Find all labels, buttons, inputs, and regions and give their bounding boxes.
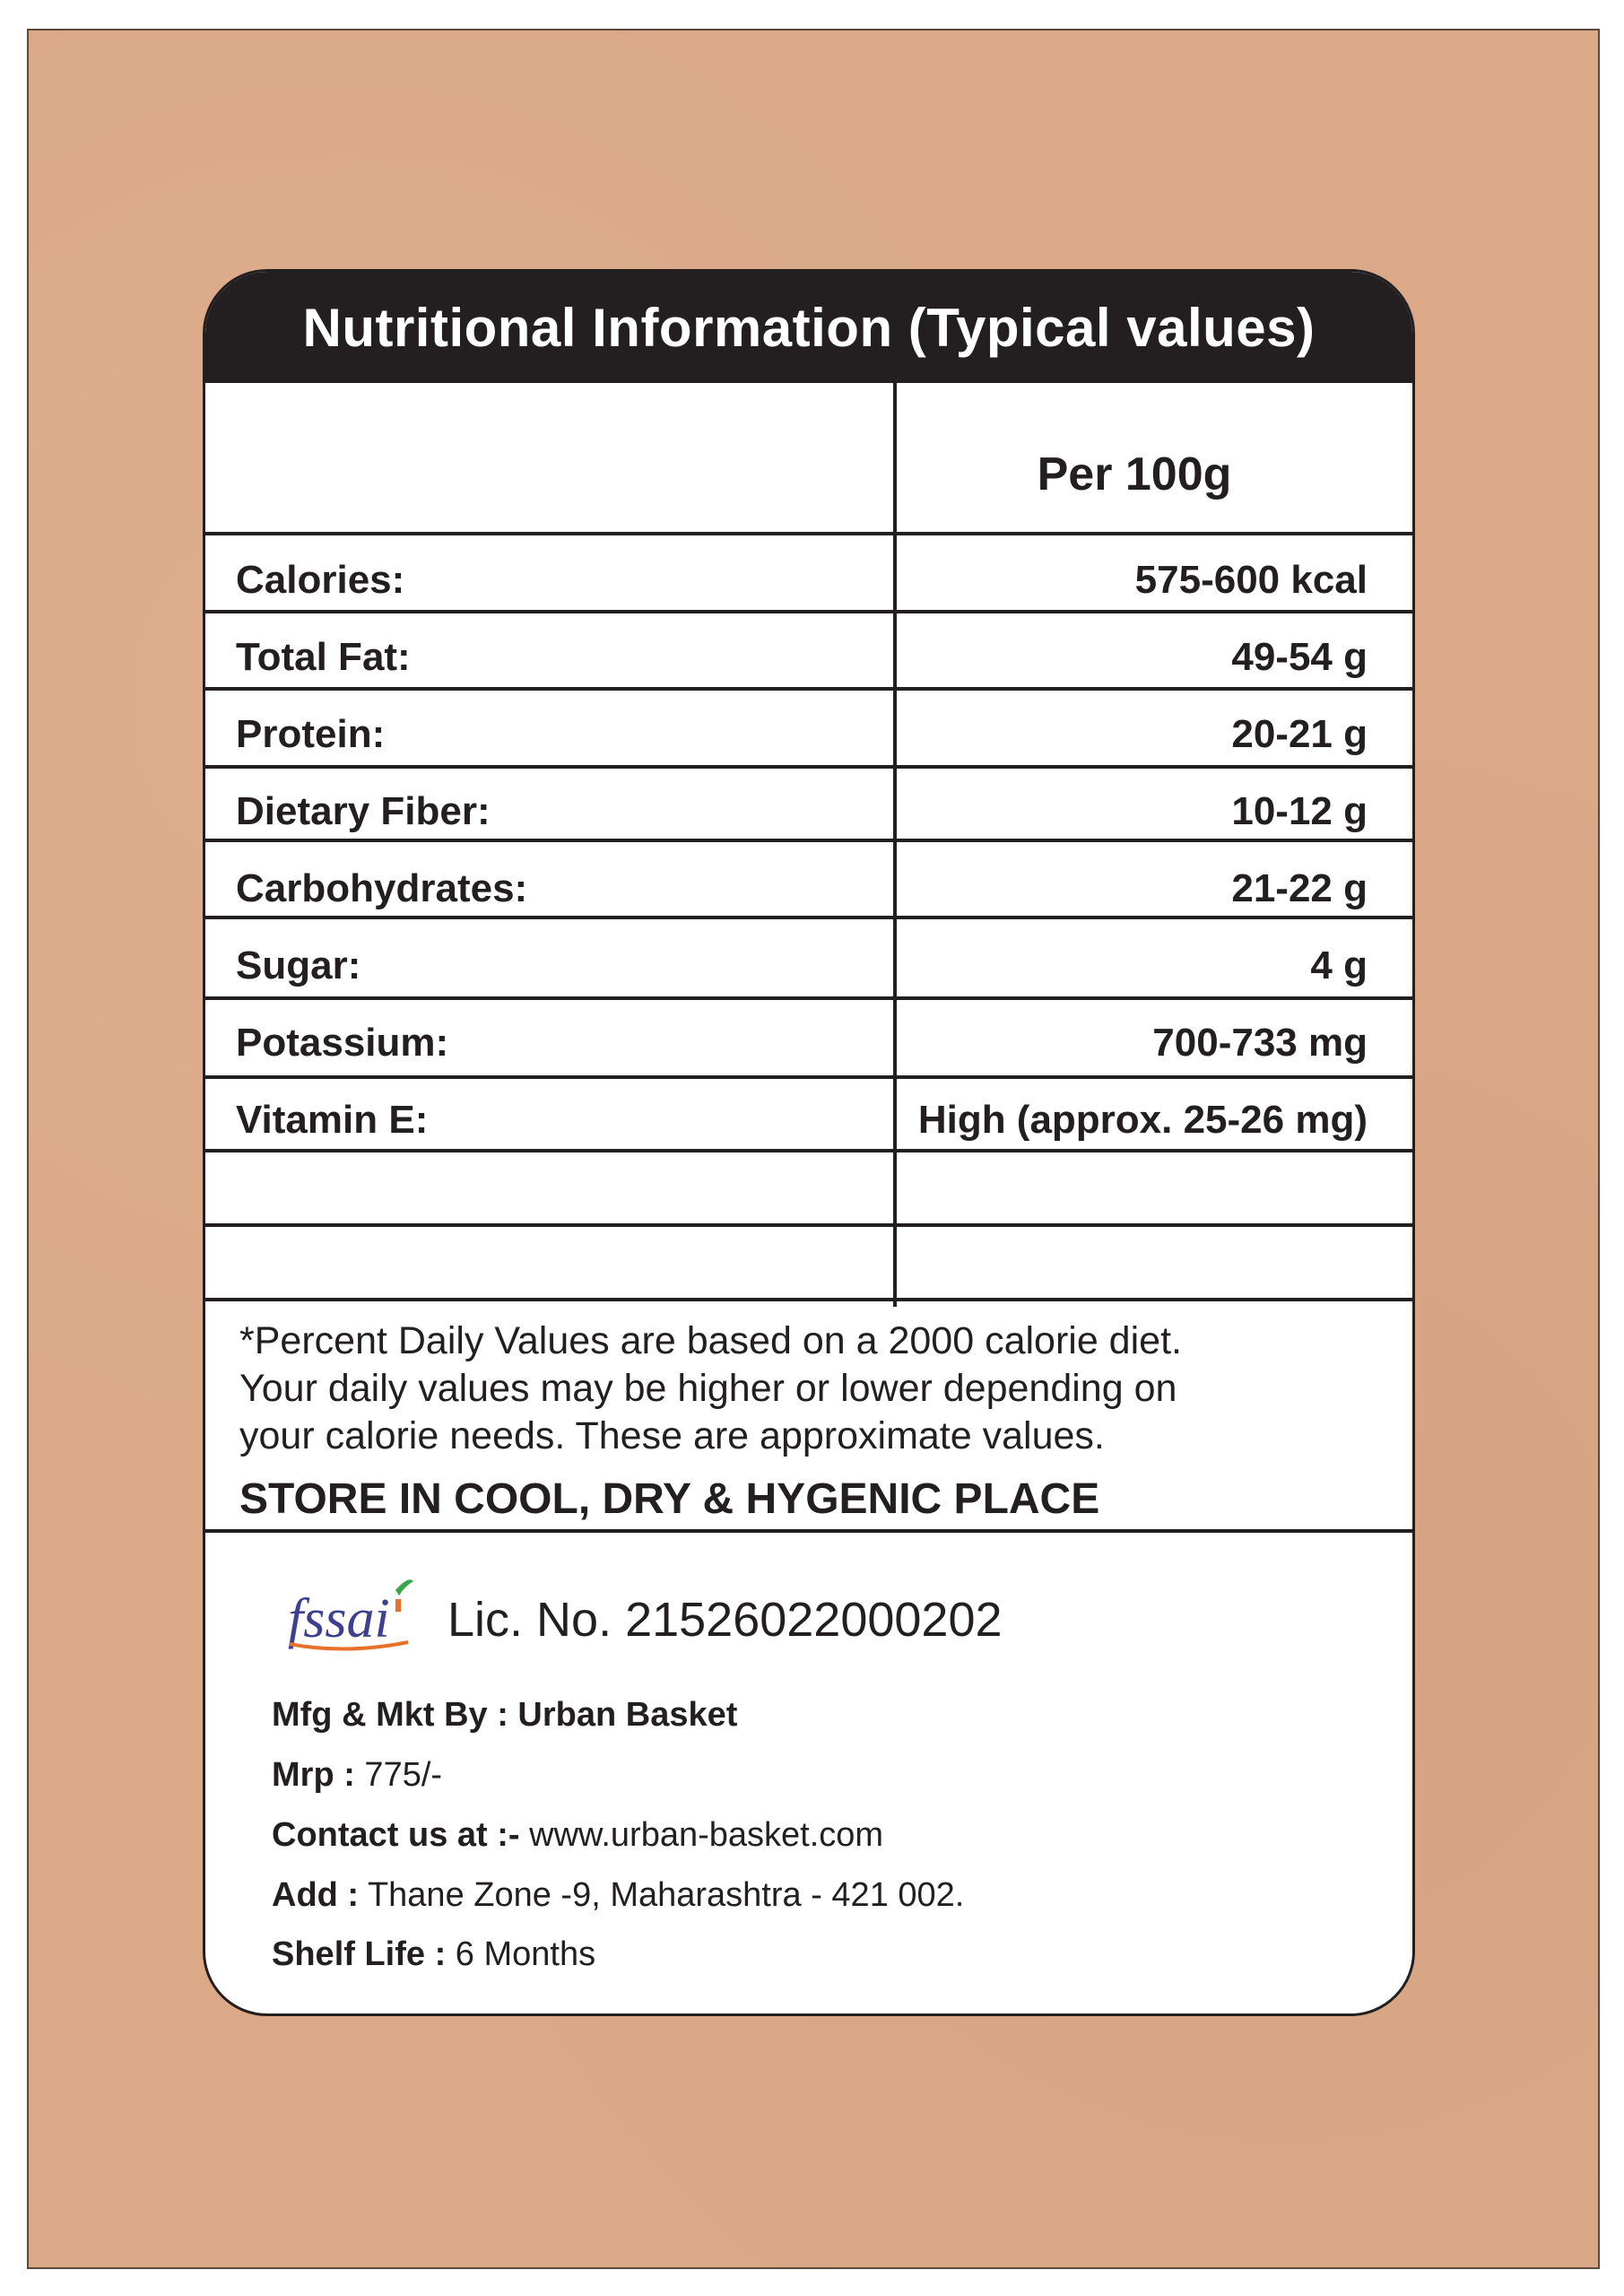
row-label-sugar: Sugar: (236, 944, 361, 987)
row-value-total-fat: 49-54 g (1231, 635, 1368, 679)
row-divider (205, 916, 1412, 919)
row-divider (205, 1149, 1412, 1152)
storage-instruction: STORE IN COOL, DRY & HYGENIC PLACE (239, 1475, 1100, 1523)
row-label-potassium: Potassium: (236, 1021, 449, 1065)
row-label-carbohydrates: Carbohydrates: (236, 866, 528, 910)
row-value-protein: 20-21 g (1231, 712, 1368, 756)
row-value-calories: 575-600 kcal (1134, 558, 1368, 602)
row-label-dietary-fiber: Dietary Fiber: (236, 789, 491, 833)
info-mrp (272, 1758, 442, 1792)
row-divider (205, 1298, 1412, 1301)
label-title: Nutritional Information (Typical values) (205, 272, 1412, 383)
row-label-total-fat: Total Fat: (236, 635, 411, 679)
info-shelf-label: Shelf Life : (272, 1935, 447, 1973)
row-value-vitamin-e: High (approx. 25-26 mg) (917, 1098, 1368, 1142)
nutrition-label (203, 269, 1415, 2016)
row-label-calories: Calories: (236, 558, 405, 602)
column-header-per-100g: Per 100g (1037, 448, 1232, 500)
fssai-logo-icon (282, 1572, 417, 1662)
info-contact-label: Contact us at :- (272, 1816, 520, 1854)
fssai-leaf (395, 1579, 413, 1596)
row-value-dietary-fiber: 10-12 g (1231, 789, 1368, 833)
fssai-accent (395, 1599, 401, 1612)
row-value-carbohydrates: 21-22 g (1231, 866, 1368, 910)
row-divider (205, 1223, 1412, 1227)
info-shelf-life (272, 1937, 595, 1971)
note-line-1: *Percent Daily Values are based on a 2000 calorie diet. (239, 1319, 1182, 1362)
info-shelf-value: 6 Months (446, 1935, 596, 1973)
note-line-3: your calorie needs. These are approximate values. (239, 1414, 1105, 1457)
fssai-logo-text: fssai (288, 1588, 390, 1649)
fssai-license-number: Lic. No. 21526022000202 (447, 1593, 1003, 1647)
info-mrp-label: Mrp : (272, 1756, 355, 1794)
row-divider (205, 610, 1412, 613)
row-divider (205, 532, 1412, 535)
column-divider (893, 383, 897, 1307)
row-value-potassium: 700-733 mg (1152, 1021, 1368, 1065)
row-label-protein: Protein: (236, 712, 386, 756)
row-divider (205, 687, 1412, 691)
section-divider (205, 1529, 1412, 1533)
info-mrp-value: 775/- (354, 1756, 443, 1794)
daily-values-note (239, 1318, 1369, 1460)
row-divider (205, 996, 1412, 1000)
info-address-label: Add : (272, 1876, 360, 1914)
row-divider (205, 1075, 1412, 1079)
row-value-sugar: 4 g (1310, 944, 1368, 987)
info-contact (272, 1818, 883, 1852)
info-mfg (272, 1698, 737, 1732)
row-label-vitamin-e: Vitamin E: (236, 1098, 429, 1142)
info-address (272, 1878, 964, 1912)
info-contact-value: www.urban-basket.com (519, 1816, 884, 1854)
info-address-value: Thane Zone -9, Maharashtra - 421 002. (359, 1876, 965, 1914)
row-divider (205, 765, 1412, 769)
note-line-2: Your daily values may be higher or lower depending on (239, 1367, 1177, 1410)
row-divider (205, 839, 1412, 842)
info-mfg-text: Mfg & Mkt By : Urban Basket (272, 1696, 738, 1734)
